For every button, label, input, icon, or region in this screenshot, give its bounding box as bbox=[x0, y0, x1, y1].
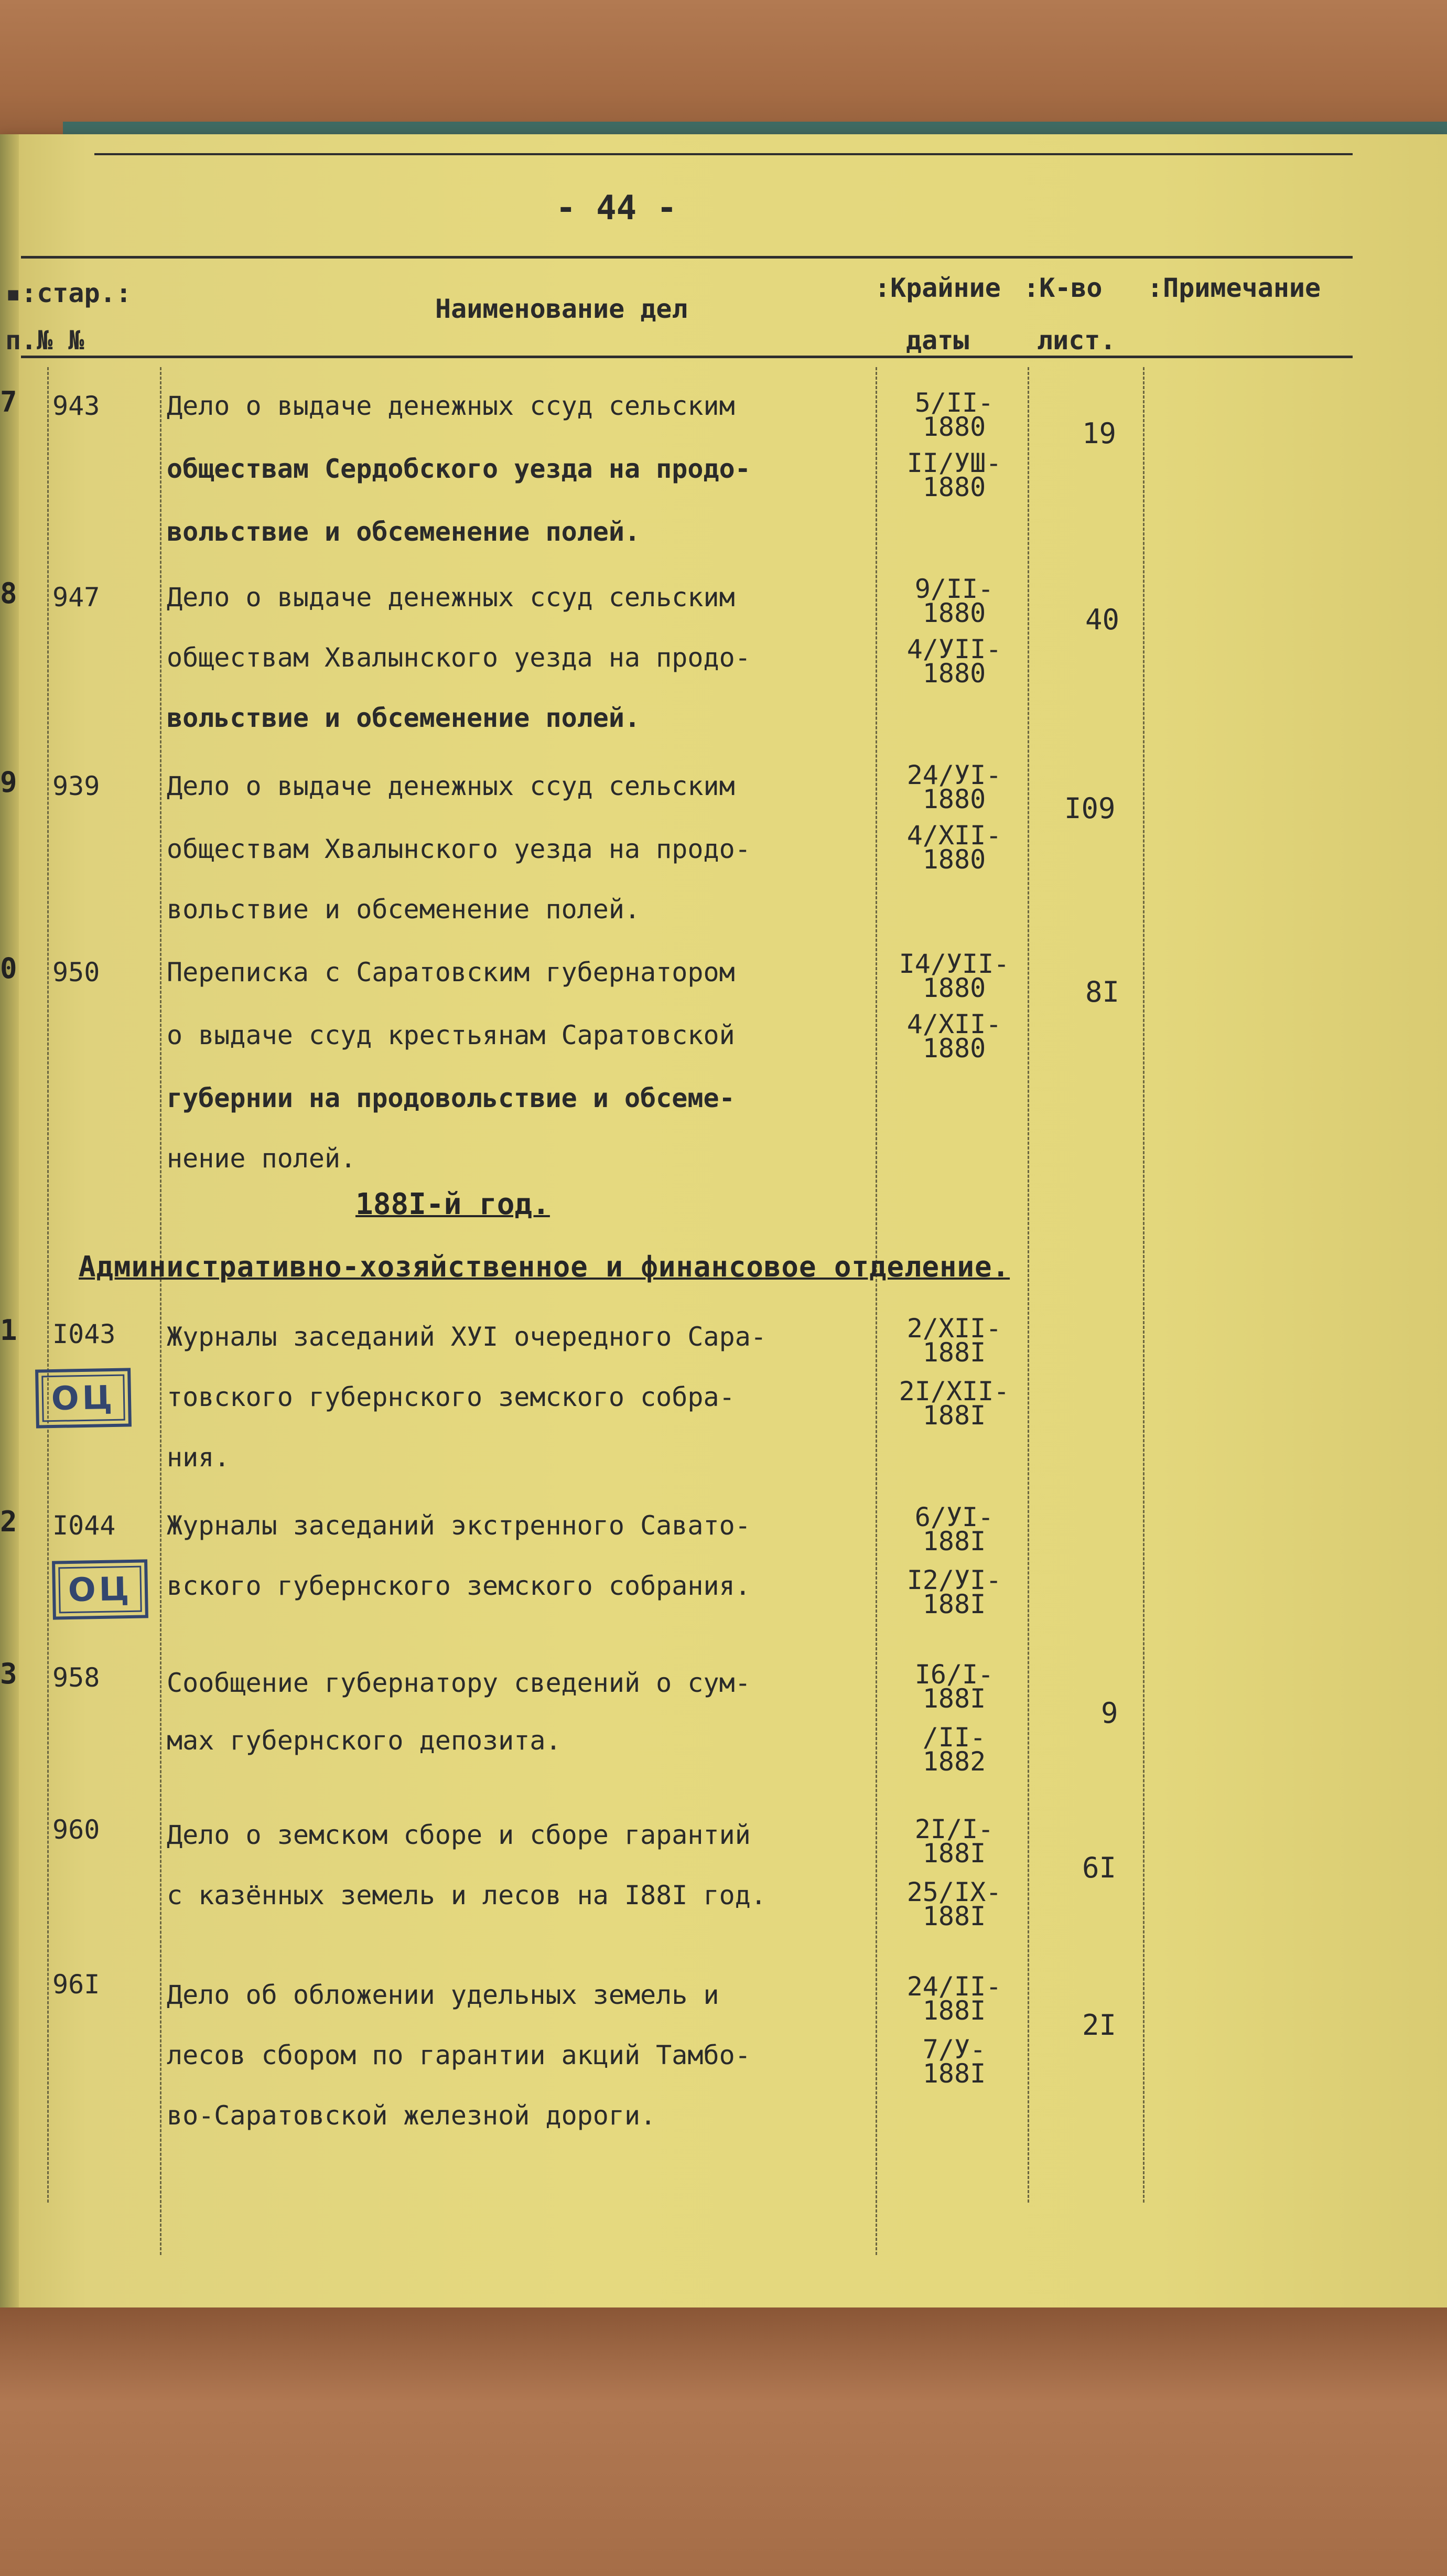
header-count-sub: лист. bbox=[1037, 325, 1116, 356]
row-index: 7 bbox=[0, 385, 17, 418]
old-number: I043 bbox=[52, 1319, 116, 1349]
description-line: вольствие и обсеменение полей. bbox=[167, 894, 641, 925]
date-end-year: 188I bbox=[922, 1901, 986, 1931]
sheet-count: 19 bbox=[1082, 417, 1117, 450]
description-line: Дело о земском сборе и сборе гарантий bbox=[167, 1820, 751, 1850]
date-start-year: 1880 bbox=[922, 784, 986, 814]
date-end-year: 188I bbox=[922, 1400, 986, 1431]
header-rule-bottom bbox=[21, 356, 1353, 358]
sheet-count: I09 bbox=[1064, 792, 1116, 825]
date-end: 2I/XII- bbox=[899, 1376, 1010, 1407]
date-end: 4/УII- bbox=[906, 634, 1002, 664]
description-line: вского губернского земского собрания. bbox=[167, 1571, 751, 1601]
header-name-label: Наименование дел bbox=[435, 294, 688, 324]
old-number: I044 bbox=[52, 1510, 116, 1541]
date-end-year: 1882 bbox=[922, 1746, 986, 1777]
date-end-year: 1880 bbox=[922, 1033, 986, 1064]
row-index: 9 bbox=[0, 766, 17, 799]
sheet-count: 6I bbox=[1082, 1851, 1117, 1884]
description-line: обществам Сердобского уезда на продо- bbox=[167, 454, 751, 484]
date-end-year: 188I bbox=[922, 1589, 986, 1619]
column-separator-2 bbox=[160, 367, 161, 2255]
table-surface-bottom bbox=[0, 2307, 1447, 2576]
description-line: с казённых земель и лесов на I88I год. bbox=[167, 1880, 766, 1910]
column-separator-1 bbox=[47, 367, 49, 2203]
date-end: I2/УI- bbox=[906, 1565, 1002, 1595]
date-start: 9/II- bbox=[914, 574, 994, 604]
row-index: 0 bbox=[0, 952, 17, 985]
old-number: 960 bbox=[52, 1815, 100, 1845]
description-line: Дело о выдаче денежных ссуд сельским bbox=[167, 391, 735, 421]
row-index: 2 bbox=[0, 1505, 17, 1538]
description-line: Дело о выдаче денежных ссуд сельским bbox=[167, 582, 735, 613]
sheet-count: 2I bbox=[1082, 2009, 1117, 2042]
date-start-year: 188I bbox=[922, 1838, 986, 1869]
description-line: во-Саратовской железной дороги. bbox=[167, 2100, 656, 2131]
description-line: ния. bbox=[167, 1442, 230, 1473]
description-line: Дело о выдаче денежных ссуд сельским bbox=[167, 771, 735, 801]
description-line: Журналы заседаний экстренного Савато- bbox=[167, 1510, 751, 1541]
section-department-heading: Административно-хозяйственное и финансовое отделение. bbox=[79, 1250, 1010, 1283]
date-start-year: 188I bbox=[922, 1526, 986, 1557]
date-end-year: 188I bbox=[922, 2058, 986, 2089]
date-start: 5/II- bbox=[914, 388, 994, 418]
row-index: 3 bbox=[0, 1657, 17, 1690]
description-line: нение полей. bbox=[167, 1143, 357, 1174]
date-start: 24/УI- bbox=[906, 760, 1002, 790]
description-line: обществам Хвалынского уезда на продо- bbox=[167, 834, 751, 864]
date-end: II/УШ- bbox=[906, 448, 1002, 478]
description-line: Дело об обложении удельных земель и bbox=[167, 1980, 719, 2010]
page-binding-edge bbox=[0, 134, 19, 2316]
old-number: 939 bbox=[52, 771, 100, 801]
header-dates-label: :Крайние bbox=[874, 273, 1001, 303]
date-end-year: 1880 bbox=[922, 658, 986, 689]
date-end: 4/XII- bbox=[906, 1009, 1002, 1039]
description-line: вольствие и обсеменение полей. bbox=[167, 703, 641, 733]
top-rule bbox=[94, 153, 1353, 155]
date-start-year: 188I bbox=[922, 1995, 986, 2026]
header-count-label: :К-во bbox=[1023, 273, 1103, 303]
column-separator-5 bbox=[1143, 367, 1144, 2203]
header-rule-top bbox=[21, 256, 1353, 259]
date-start-year: 188I bbox=[922, 1337, 986, 1368]
old-number: 950 bbox=[52, 957, 100, 988]
column-separator-4 bbox=[1028, 367, 1029, 2203]
date-start-year: 1880 bbox=[922, 598, 986, 628]
old-number: 943 bbox=[52, 391, 100, 421]
description-line: Переписка с Саратовским губернатором bbox=[167, 957, 735, 988]
date-start: 2I/I- bbox=[914, 1814, 994, 1844]
description-line: вольствие и обсеменение полей. bbox=[167, 517, 641, 547]
description-line: товского губернского земского собра- bbox=[167, 1382, 735, 1412]
header-old-number-sub: п.№ № bbox=[5, 325, 84, 356]
date-end-year: 1880 bbox=[922, 844, 986, 875]
date-start-year: 188I bbox=[922, 1683, 986, 1714]
date-end: 4/XII- bbox=[906, 820, 1002, 851]
sheet-count: 40 bbox=[1085, 603, 1120, 636]
description-line: мах губернского депозита. bbox=[167, 1725, 561, 1756]
header-dates-sub: даты bbox=[906, 325, 969, 356]
date-start: I4/УII- bbox=[899, 949, 1010, 979]
old-number: 958 bbox=[52, 1662, 100, 1693]
sheet-count: 8I bbox=[1085, 975, 1120, 1008]
description-line: Сообщение губернатору сведений о сум- bbox=[167, 1668, 751, 1698]
description-line: обществам Хвалынского уезда на продо- bbox=[167, 642, 751, 673]
date-start: 2/XII- bbox=[906, 1313, 1002, 1344]
row-index: 1 bbox=[0, 1314, 17, 1347]
header-note-label: :Примечание bbox=[1147, 273, 1321, 303]
date-start: 24/II- bbox=[906, 1971, 1002, 2002]
row-index: 8 bbox=[0, 577, 17, 610]
old-number: 947 bbox=[52, 582, 100, 613]
column-separator-3 bbox=[876, 367, 877, 2255]
date-end: 25/IX- bbox=[906, 1877, 1002, 1907]
header-old-number-label: ▪:стар.: bbox=[5, 278, 132, 308]
page-number: - 44 - bbox=[556, 189, 677, 228]
sheet-count: 9 bbox=[1101, 1697, 1118, 1730]
date-start-year: 1880 bbox=[922, 973, 986, 1003]
date-start: 6/УI- bbox=[914, 1502, 994, 1532]
description-line: Журналы заседаний ХУI очередного Сара- bbox=[167, 1322, 766, 1352]
date-start-year: 1880 bbox=[922, 412, 986, 442]
archive-stamp: ОЦ bbox=[52, 1559, 148, 1619]
date-end: /II- bbox=[922, 1722, 986, 1753]
archive-stamp: ОЦ bbox=[35, 1368, 132, 1428]
description-line: о выдаче ссуд крестьянам Саратовской bbox=[167, 1020, 735, 1050]
date-end: 7/У- bbox=[922, 2034, 986, 2065]
section-year-heading: 188I-й год. bbox=[355, 1187, 550, 1221]
description-line: губернии на продовольствие и обсеме- bbox=[167, 1083, 735, 1113]
description-line: лесов сбором по гарантии акций Тамбо- bbox=[167, 2040, 751, 2070]
date-start: I6/I- bbox=[914, 1659, 994, 1690]
date-end-year: 1880 bbox=[922, 472, 986, 502]
old-number: 96I bbox=[52, 1969, 100, 2000]
